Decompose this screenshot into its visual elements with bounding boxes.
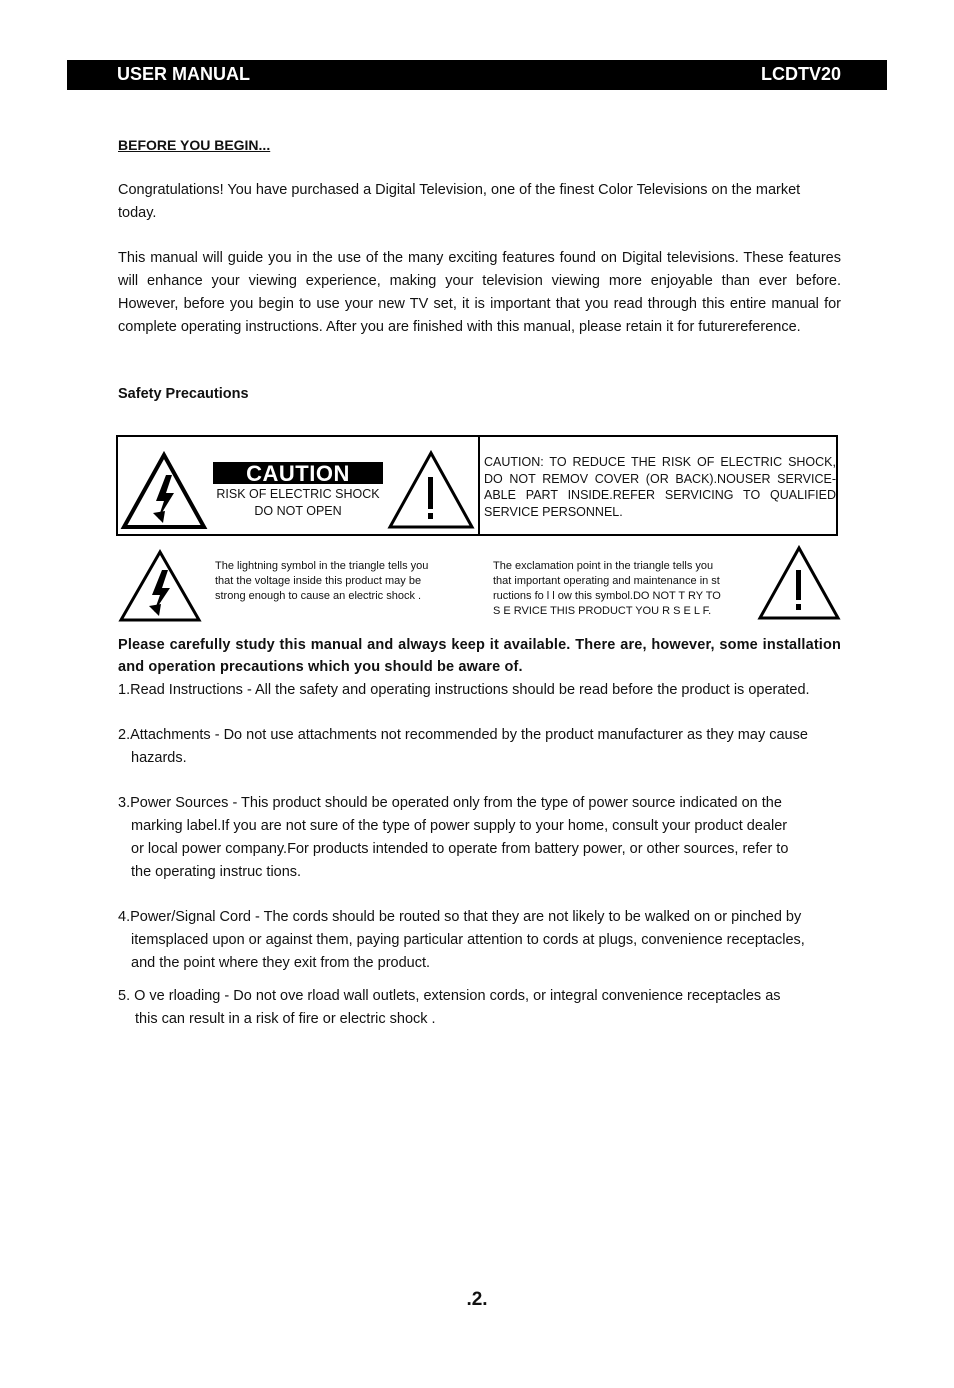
exclamation-warning-icon xyxy=(386,449,476,531)
lightning-note-line: strong enough to cause an electric shock . xyxy=(215,590,422,602)
list-item xyxy=(118,906,858,975)
list-item xyxy=(118,679,858,702)
list-item-line: 1.Read Instructions - All the safety and operating instructions should be read before the product is operated. xyxy=(118,682,810,698)
caution-sub-line-1: RISK OF ELECTRIC SHOCK xyxy=(216,487,380,501)
list-item-line: itemsplaced upon or against them, paying particular attention to cords at plugs, convenience receptacles, xyxy=(131,932,805,948)
lightning-note-line: that the voltage inside this product may be xyxy=(215,575,422,587)
list-item xyxy=(118,724,858,770)
caution-subtext xyxy=(206,486,390,520)
header-model: LCDTV20 xyxy=(760,64,841,84)
list-item-line: and the point where they exit from the product. xyxy=(131,955,431,971)
exclamation-note-line: The exclamation point in the triangle tells you xyxy=(493,560,714,572)
header-bar xyxy=(67,60,887,90)
list-item-line: 4.Power/Signal Cord - The cords should be routed so that they are not likely to be walked on or pinched by xyxy=(118,909,802,925)
exclamation-note xyxy=(493,559,721,619)
section-title: BEFORE YOU BEGIN... xyxy=(118,137,271,153)
header-title: USER MANUAL xyxy=(117,64,250,84)
list-item-line: 2.Attachments - Do not use attachments not recommended by the product manufacturer as they may cause xyxy=(118,727,808,743)
list-item-line: hazards. xyxy=(131,750,187,766)
lightning-warning-icon xyxy=(117,548,203,624)
exclamation-note-line: ructions fo l l ow this symbol.DO NOT T RY TO xyxy=(493,590,721,602)
list-item xyxy=(118,985,858,1031)
lightning-note-line: The lightning symbol in the triangle tells you xyxy=(215,560,429,572)
caution-box xyxy=(116,435,838,536)
intro-paragraph-1: Congratulations! You have purchased a Digital Television, one of the finest Color Televisions on the market today. xyxy=(118,182,801,221)
list-item-line: 5. O ve rloading - Do not ove rload wall outlets, extension cords, or integral convenience receptacles as xyxy=(118,988,781,1004)
caution-sub-line-2: DO NOT OPEN xyxy=(254,504,342,518)
page-number: .2. xyxy=(466,1289,488,1310)
lightning-note xyxy=(215,559,428,604)
bold-notice: Please carefully study this manual and always keep it available. There are, however, some installation and operation precautions which you should be aware of. xyxy=(118,637,841,675)
caution-label: CAUTION xyxy=(213,462,383,484)
exclamation-warning-icon xyxy=(756,544,842,622)
list-item-line: this can result in a risk of fire or electric shock . xyxy=(135,1011,436,1027)
caution-text: CAUTION: TO REDUCE THE RISK OF ELECTRIC SHOCK, DO NOT REMOV COVER (OR BACK).NOUSER SERVICE-ABLE PART INSIDE.REFER SERVICING TO QUALIFIED SERVICE PERSONNEL. xyxy=(484,455,836,519)
list-item-line: the operating instruc tions. xyxy=(131,864,302,880)
safety-heading: Safety Precautions xyxy=(118,386,249,402)
exclamation-note-line: that important operating and maintenance in st xyxy=(493,575,720,587)
intro-paragraph-2: This manual will guide you in the use of the many exciting features found on Digital televisions. These features will enhance your viewing experience, making your television viewing more enjoyable than ever before. However, before you begin to use your new TV set, it is important that you read through this entire manual for complete operating instructions. After you are finished with this manual, please retain it for futurereference. xyxy=(118,250,841,335)
lightning-warning-icon xyxy=(120,451,208,531)
caution-divider xyxy=(478,437,480,534)
exclamation-note-line: S E RVICE THIS PRODUCT YOU R S E L F. xyxy=(493,605,712,617)
list-item xyxy=(118,792,858,884)
list-item-line: marking label.If you are not sure of the type of power supply to your home, consult your product dealer xyxy=(131,818,788,834)
list-item-line: or local power company.For products intended to operate from battery power, or other sources, refer to xyxy=(131,841,789,857)
list-item-line: 3.Power Sources - This product should be operated only from the type of power source indicated on the xyxy=(118,795,782,811)
